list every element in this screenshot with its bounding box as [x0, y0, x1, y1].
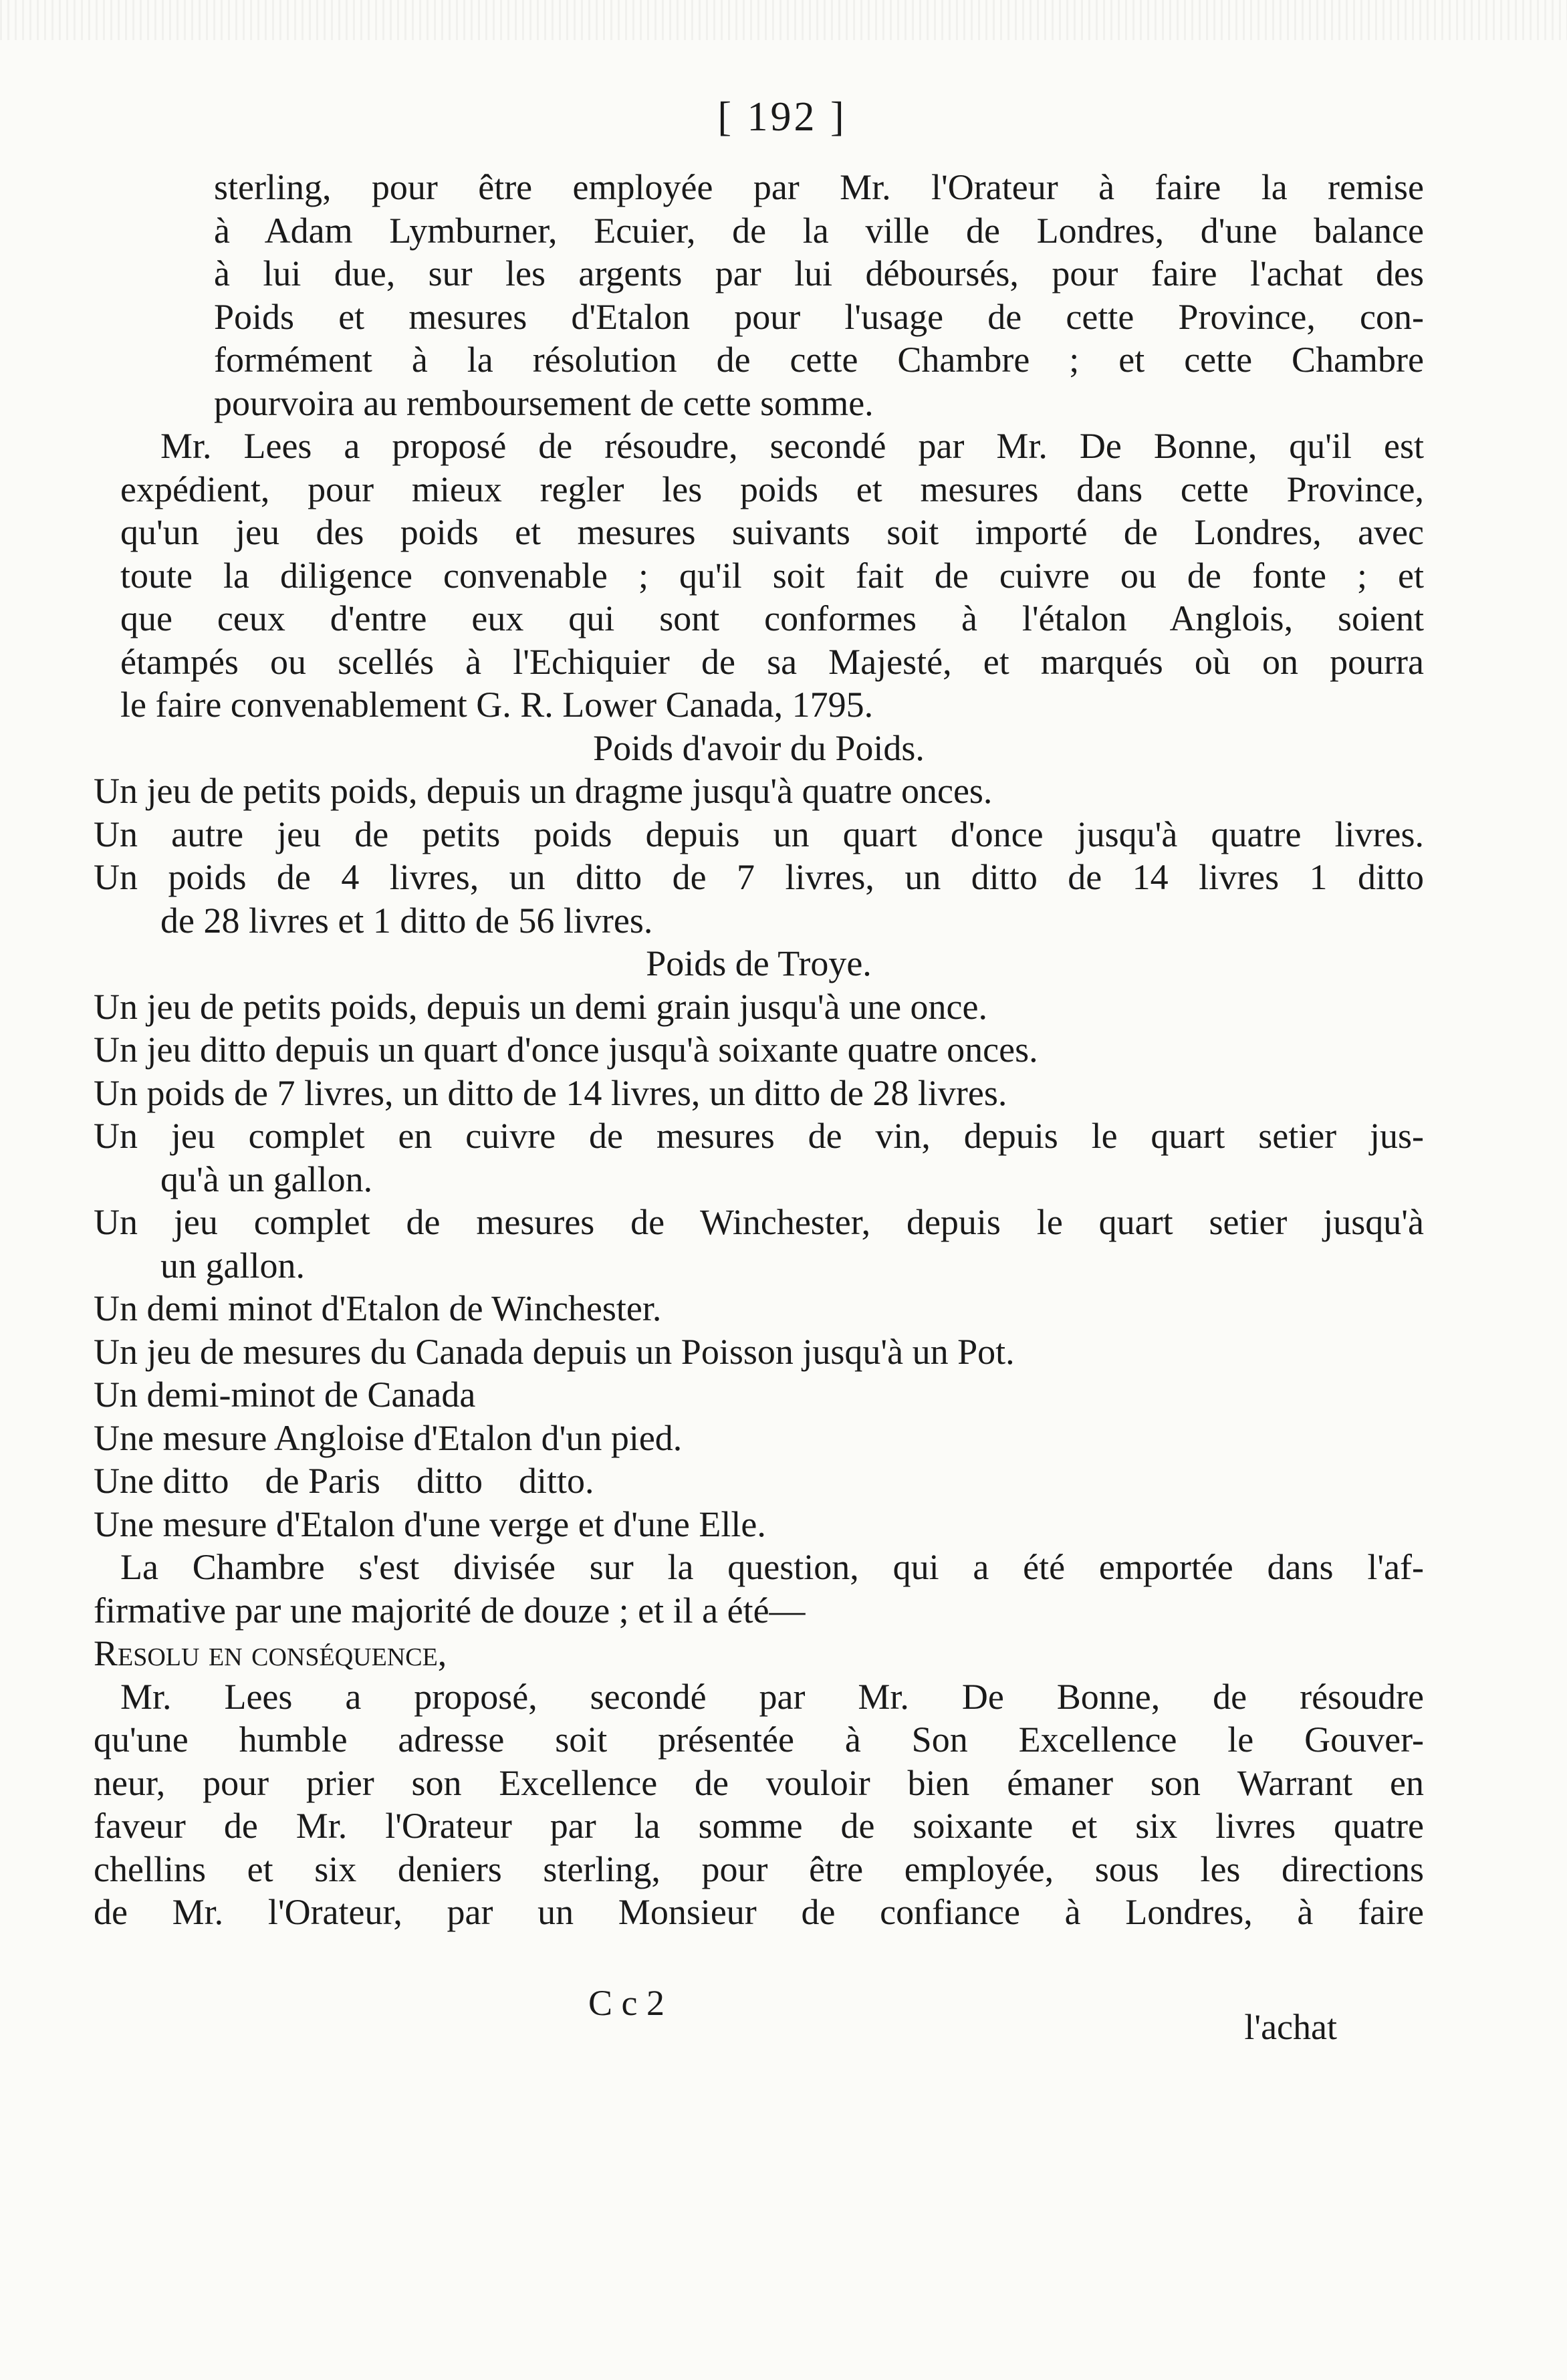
text-line: Poids et mesures d'Etalon pour l'usage de cette Province, con-: [214, 296, 1424, 337]
text-line: Un jeu de petits poids, depuis un demi grain jusqu'à une once.: [94, 986, 987, 1027]
text-line: qu'à un gallon.: [160, 1159, 373, 1199]
text-line: Mr. Lees a proposé, secondé par Mr. De Bonne, de résoudre: [120, 1676, 1424, 1717]
text-line: firmative par une majorité de douze ; et il a été—: [94, 1590, 806, 1631]
text-line: qu'une humble adresse soit présentée à Son Excellence le Gouver-: [94, 1719, 1424, 1760]
text-line: Un demi-minot de Canada: [94, 1375, 476, 1415]
text-line: Un autre jeu de petits poids depuis un quart d'once jusqu'à quatre livres.: [94, 814, 1424, 854]
text-line: formément à la résolution de cette Chambre ; et cette Chambre: [214, 340, 1424, 380]
text-line: étampés ou scellés à l'Echiquier de sa Majesté, et marqués où on pourra: [120, 641, 1424, 682]
text-line: à Adam Lymburner, Ecuier, de la ville de Londres, d'une balance: [214, 210, 1424, 251]
text-line: Un jeu complet en cuivre de mesures de vin, depuis le quart setier jus-: [94, 1116, 1424, 1156]
text-line: Mr. Lees a proposé de résoudre, secondé par Mr. De Bonne, qu'il est: [160, 426, 1424, 466]
text-line: Un jeu ditto depuis un quart d'once jusqu'à soixante quatre onces.: [94, 1030, 1038, 1070]
text-line: sterling, pour être employée par Mr. l'Orateur à faire la remise: [214, 167, 1424, 207]
section-heading: Poids d'avoir du Poids.: [593, 727, 925, 768]
text-line: Un demi minot d'Etalon de Winchester.: [94, 1288, 662, 1328]
text-line: Un jeu de mesures du Canada depuis un Poisson jusqu'à un Pot.: [94, 1331, 1015, 1372]
text-line: chellins et six deniers sterling, pour être employée, sous les directions: [94, 1849, 1424, 1889]
text-line: Une mesure Angloise d'Etalon d'un pied.: [94, 1417, 683, 1458]
scan-noise-top: [0, 0, 1567, 40]
text-line: faveur de Mr. l'Orateur par la somme de soixante et six livres quatre: [94, 1806, 1424, 1846]
text-line: Un jeu de petits poids, depuis un dragme jusqu'à quatre onces.: [94, 771, 993, 811]
text-line: qu'un jeu des poids et mesures suivants soit importé de Londres, avec: [120, 512, 1424, 552]
section-heading: Poids de Troye.: [646, 943, 872, 983]
text-line: de 28 livres et 1 ditto de 56 livres.: [160, 900, 653, 941]
signature-mark: C c 2: [588, 1983, 665, 2023]
text-line: Un poids de 7 livres, un ditto de 14 livres, un ditto de 28 livres.: [94, 1072, 1007, 1113]
text-line: toute la diligence convenable ; qu'il soit fait de cuivre ou de fonte ; et: [120, 555, 1424, 596]
text-line: à lui due, sur les argents par lui déboursés, pour faire l'achat des: [214, 253, 1424, 293]
text-line: expédient, pour mieux regler les poids et mesures dans cette Province,: [120, 469, 1424, 509]
text-line: neur, pour prier son Excellence de vouloir bien émaner son Warrant en: [94, 1762, 1424, 1803]
text-line: Resolu en conséquence,: [94, 1633, 447, 1673]
text-line: Une ditto de Paris ditto ditto.: [94, 1461, 594, 1501]
text-line: le faire convenablement G. R. Lower Canada, 1795.: [120, 685, 874, 725]
text-line: La Chambre s'est divisée sur la question, qui a été emportée dans l'af-: [120, 1547, 1424, 1587]
page-footer: [80, 1982, 1337, 2047]
body-text: [94, 166, 1424, 1934]
text-line: Une mesure d'Etalon d'une verge et d'une Elle.: [94, 1504, 766, 1544]
text-line: que ceux d'entre eux qui sont conformes à l'étalon Anglois, soient: [120, 598, 1424, 638]
text-line: pourvoira au remboursement de cette somme.: [214, 382, 874, 423]
text-line: Un poids de 4 livres, un ditto de 7 livres, un ditto de 14 livres 1 ditto: [94, 857, 1424, 897]
text-line: Un jeu complet de mesures de Winchester, depuis le quart setier jusqu'à: [94, 1202, 1424, 1242]
catchword: l'achat: [1244, 2007, 1337, 2047]
text-line: de Mr. l'Orateur, par un Monsieur de confiance à Londres, à faire: [94, 1892, 1424, 1932]
text-line: un gallon.: [160, 1245, 305, 1286]
page-number: [ 192 ]: [717, 94, 847, 140]
